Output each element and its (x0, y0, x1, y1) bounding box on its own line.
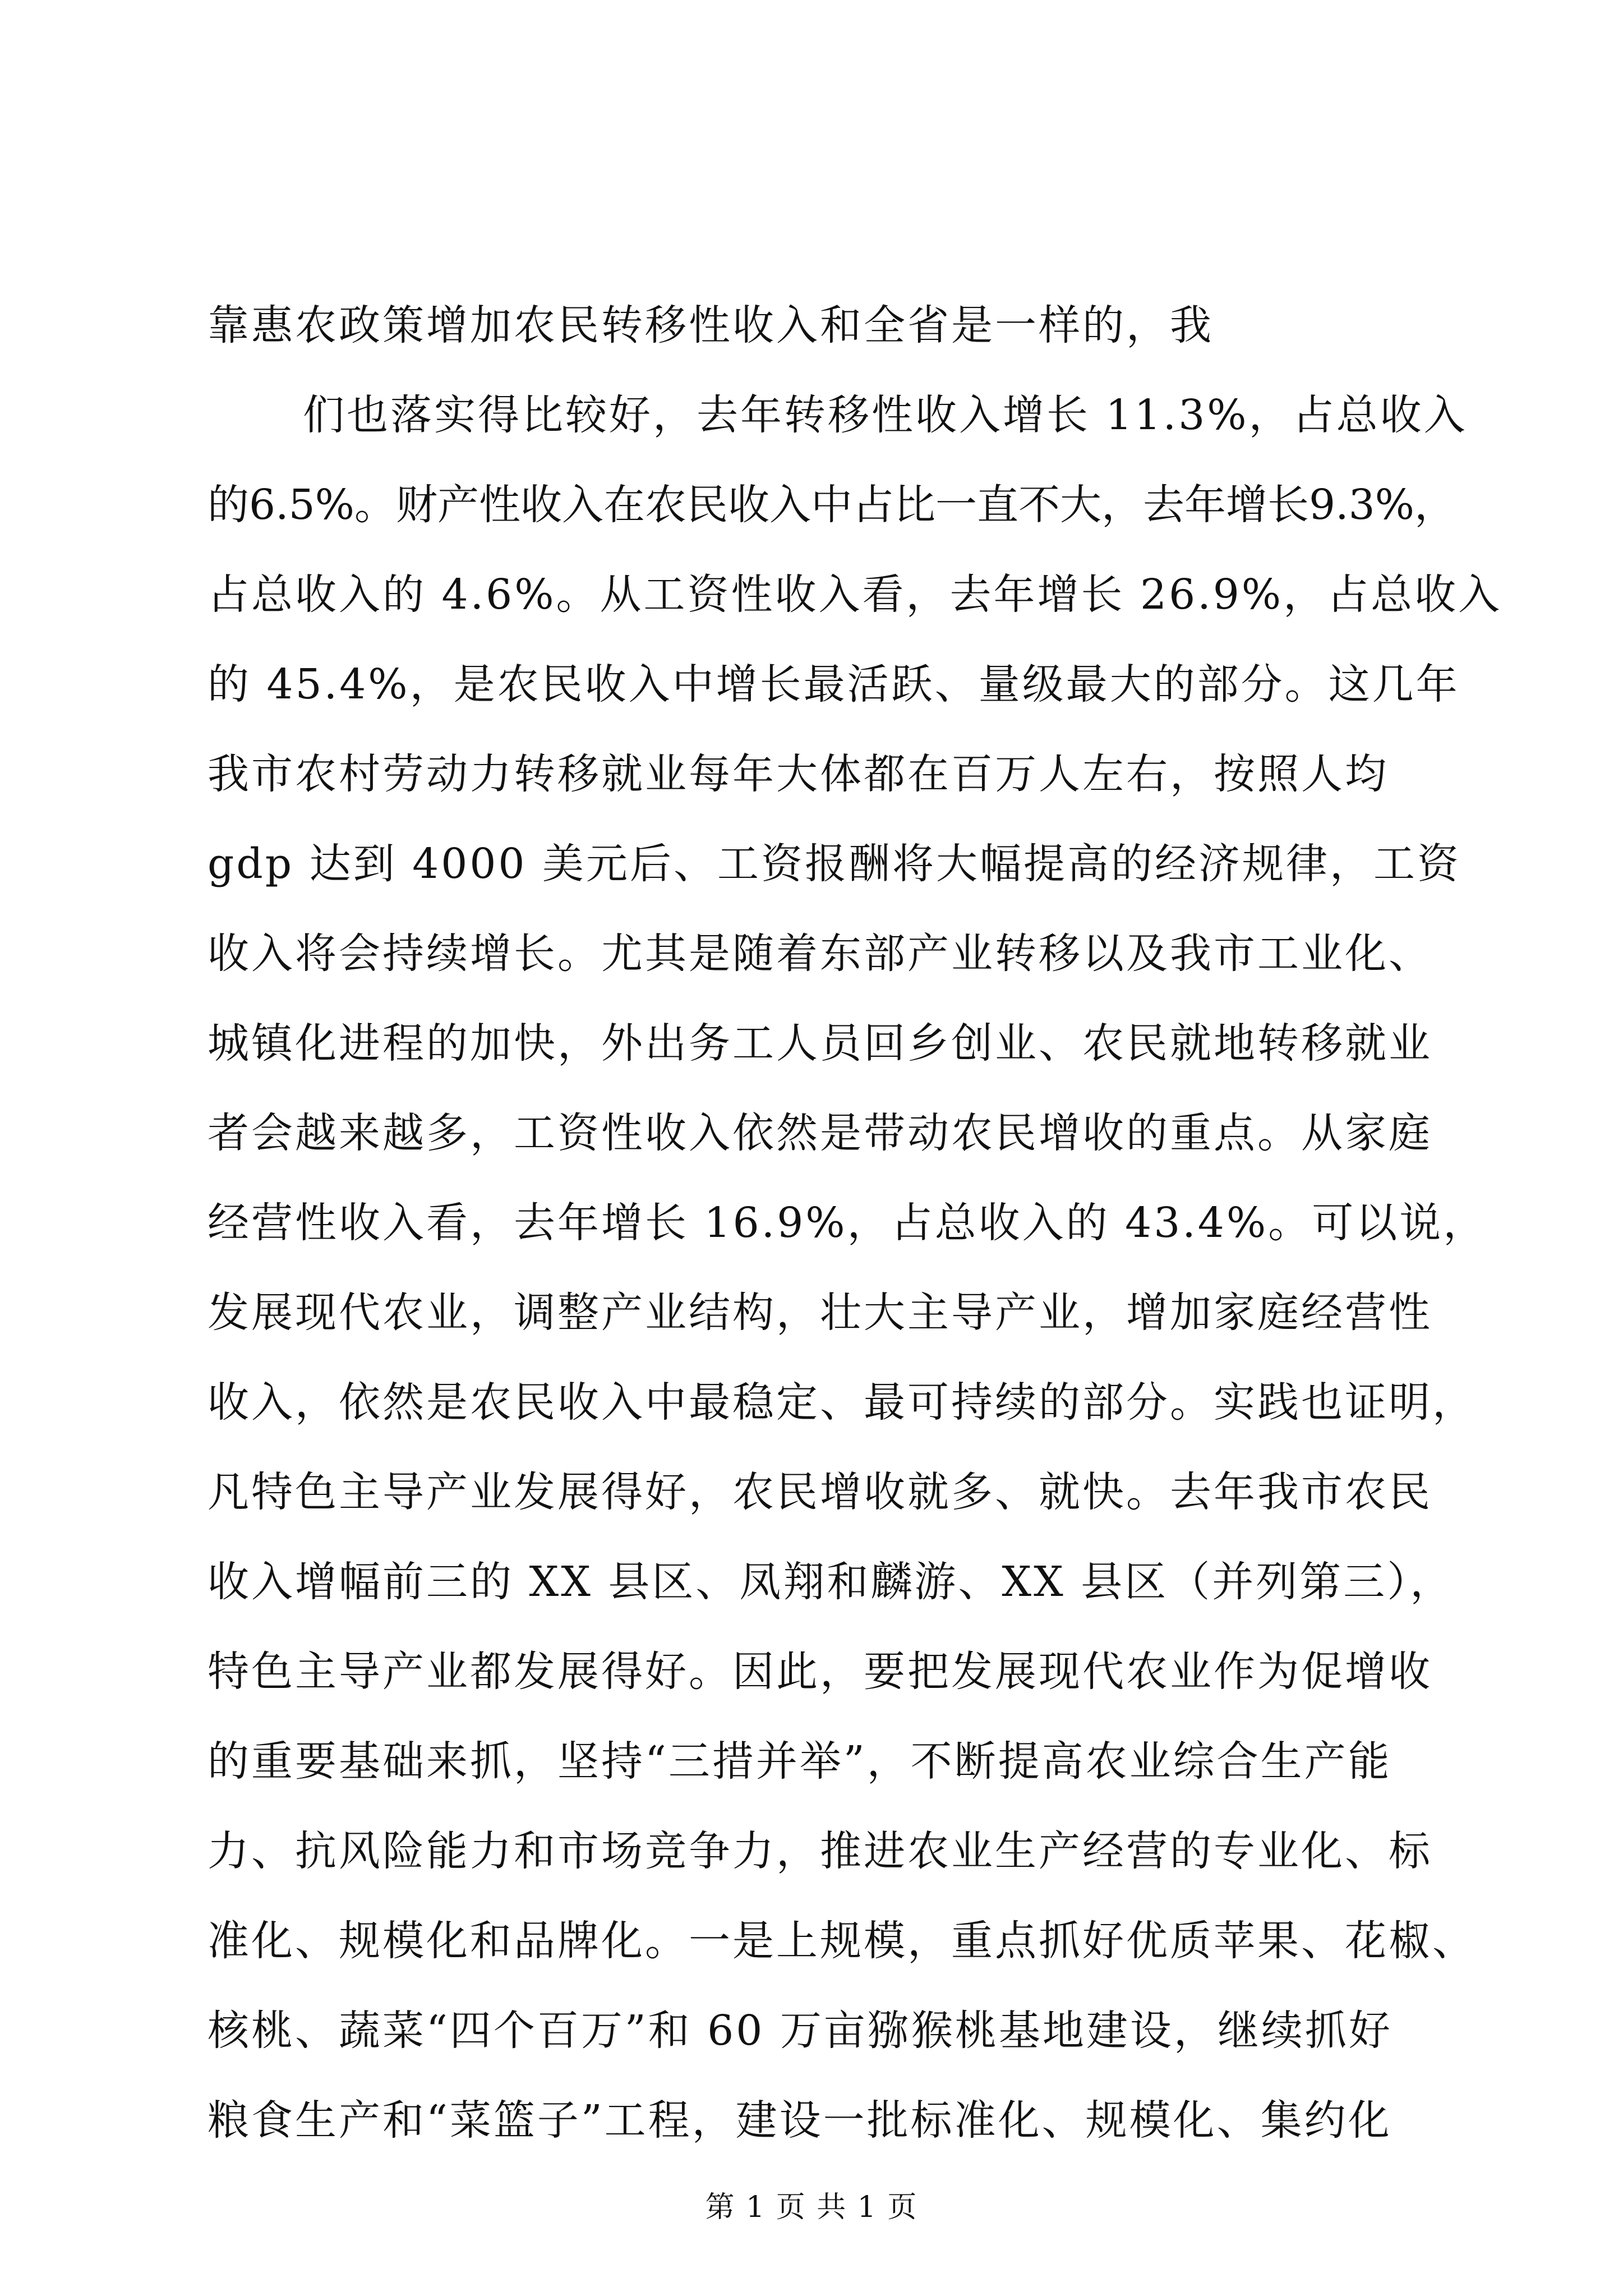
text-line-13: 收入，依然是农民收入中最稳定、最可持续的部分。实践也证明， (208, 1378, 1476, 1427)
text-line-9: 城镇化进程的加快，外出务工人员回乡创业、农民就地转移就业 (208, 1019, 1432, 1068)
text-line-16: 特色主导产业都发展得好。因此，要把发展现代农业作为促增收 (208, 1648, 1432, 1696)
text-line-5: 的 45.4%，是农民收入中增长最活跃、量级最大的部分。这几年 (208, 660, 1460, 708)
text-line-20: 核桃、蔬菜“四个百万”和 60 万亩猕猴桃基地建设，继续抓好 (208, 2007, 1393, 2055)
text-line-2: 们也落实得比较好，去年转移性收入增长 11.3%，占总收入 (303, 391, 1468, 439)
page-footer: 第 1 页 共 1 页 (705, 2191, 918, 2224)
text-line-1: 靠惠农政策增加农民转移性收入和全省是一样的，我 (208, 301, 1214, 349)
text-line-7: gdp 达到 4000 美元后、工资报酬将大幅提高的经济规律，工资 (208, 840, 1461, 888)
text-line-17: 的重要基础来抓，坚持“三措并举”，不断提高农业综合生产能 (208, 1737, 1392, 1786)
text-line-14: 凡特色主导产业发展得好，农民增收就多、就快。去年我市农民 (208, 1468, 1432, 1516)
text-line-15: 收入增幅前三的 XX 县区、凤翔和麟游、XX 县区（并列第三）， (208, 1558, 1454, 1606)
text-line-12: 发展现代农业，调整产业结构，壮大主导产业，增加家庭经营性 (208, 1289, 1432, 1337)
text-line-21: 粮食生产和“菜篮子”工程，建设一批标准化、规模化、集约化 (208, 2096, 1392, 2145)
text-line-3: 的6.5%。财产性收入在农民收入中占比一直不大，去年增长9.3%， (208, 481, 1456, 529)
text-line-11: 经营性收入看，去年增长 16.9%，占总收入的 43.4%。可以说， (208, 1199, 1487, 1247)
text-line-10: 者会越来越多，工资性收入依然是带动农民增收的重点。从家庭 (208, 1109, 1432, 1157)
text-line-6: 我市农村劳动力转移就业每年大体都在百万人左右，按照人均 (208, 750, 1389, 798)
text-line-18: 力、抗风险能力和市场竞争力，推进农业生产经营的专业化、标 (208, 1827, 1432, 1875)
text-line-8: 收入将会持续增长。尤其是随着东部产业转移以及我市工业化、 (208, 930, 1432, 978)
text-line-4: 占总收入的 4.6%。从工资性收入看，去年增长 26.9%，占总收入 (208, 570, 1502, 619)
text-line-19: 准化、规模化和品牌化。一是上规模，重点抓好优质苹果、花椒、 (208, 1917, 1476, 1965)
